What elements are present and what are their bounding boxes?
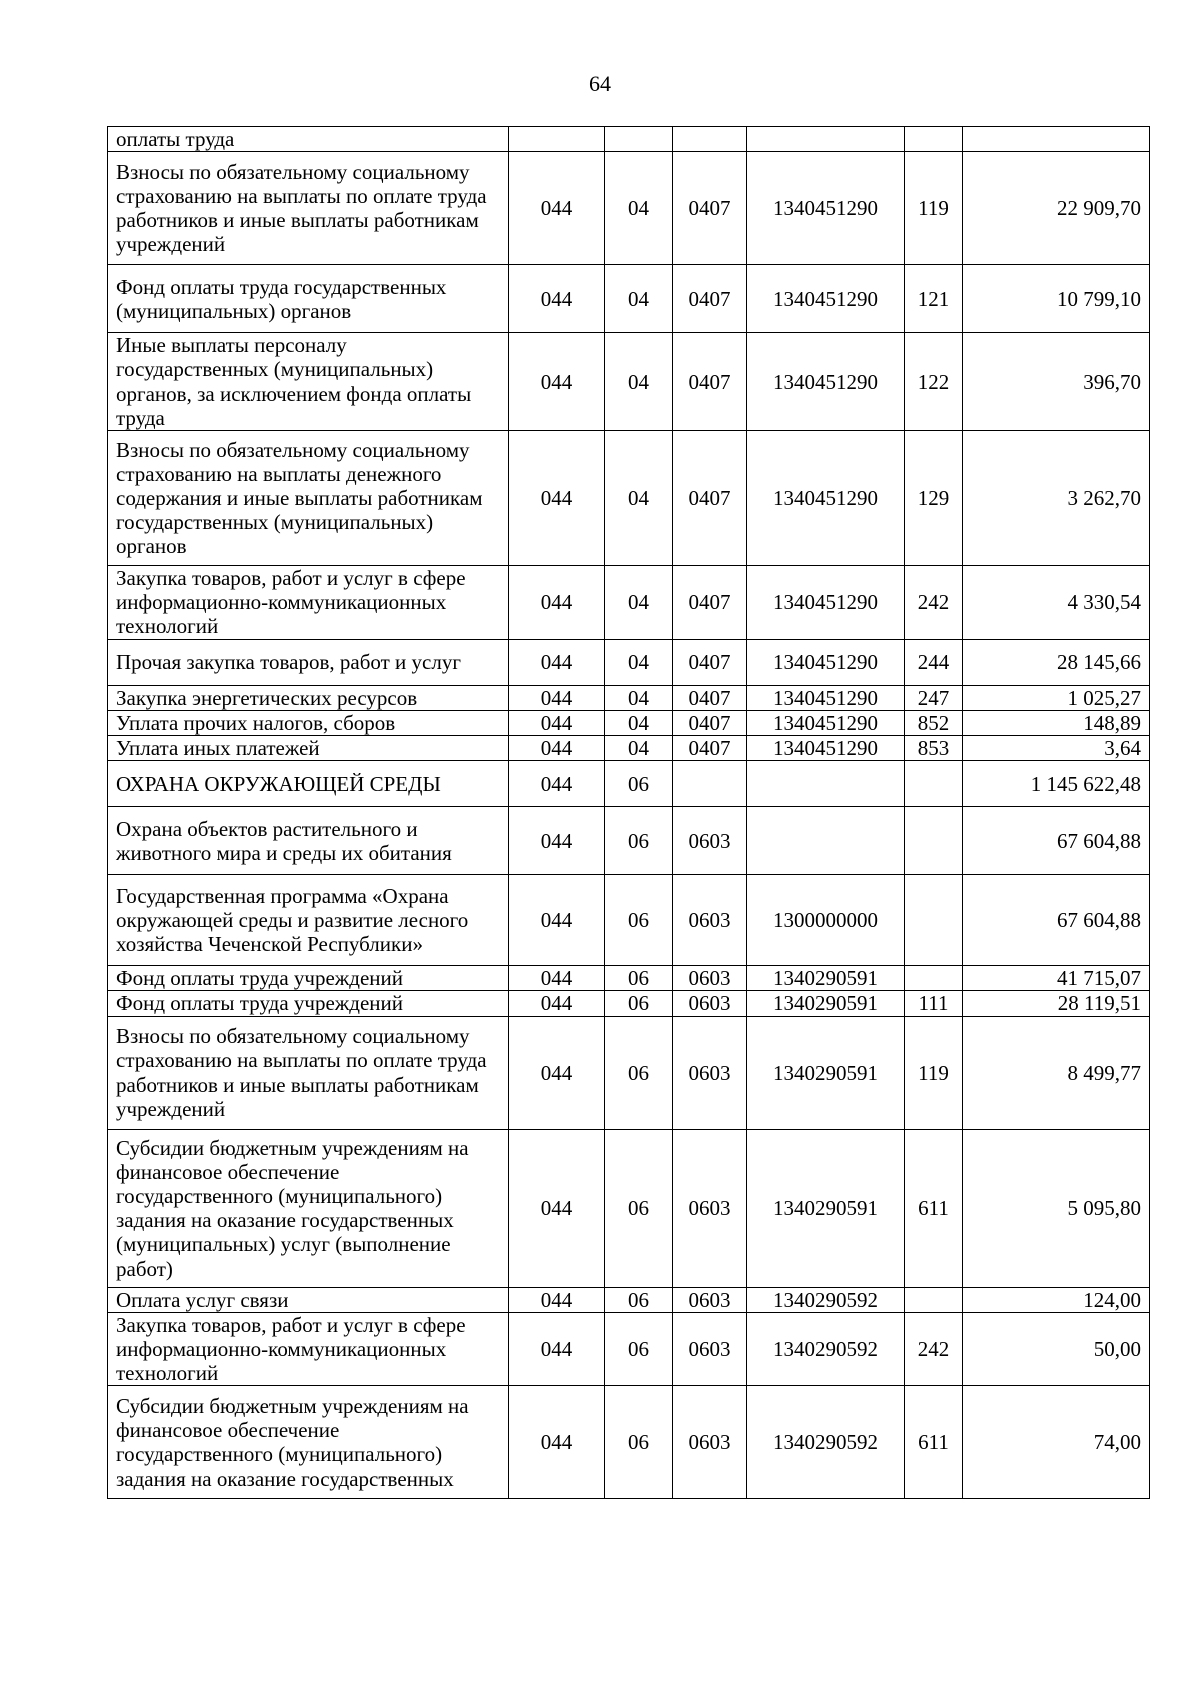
table-row [108, 1386, 1150, 1499]
table-row [108, 875, 1150, 966]
target-article-cell: 1340451290 [747, 152, 905, 265]
department-code-cell: 044 [509, 991, 605, 1016]
expense-name-cell: Иные выплаты персоналу государственных (муниципальных) органов, за исключением фонда оплаты труда [108, 333, 509, 431]
budget-table [107, 126, 1150, 1499]
subsection-code-cell: 0407 [673, 710, 747, 735]
expense-name-cell: Взносы по обязательному социальному страхованию на выплаты по оплате труда работников и иные выплаты работникам учреждений [108, 152, 509, 265]
section-code-cell: 06 [605, 1129, 673, 1287]
section-code-cell: 06 [605, 966, 673, 991]
expense-type-cell: 129 [905, 431, 963, 566]
expense-type-cell: 244 [905, 639, 963, 685]
amount-cell: 28 119,51 [963, 991, 1150, 1016]
expense-name-cell: Уплата иных платежей [108, 736, 509, 761]
table-row [108, 265, 1150, 333]
expense-type-cell: 611 [905, 1129, 963, 1287]
table-row [108, 1016, 1150, 1129]
department-code-cell: 044 [509, 431, 605, 566]
section-code-cell: 04 [605, 685, 673, 710]
department-code-cell: 044 [509, 761, 605, 807]
subsection-code-cell: 0603 [673, 1312, 747, 1386]
table-row [108, 736, 1150, 761]
expense-type-cell: 242 [905, 566, 963, 640]
section-code-cell: 06 [605, 1312, 673, 1386]
expense-type-cell [905, 127, 963, 152]
department-code-cell: 044 [509, 685, 605, 710]
expense-name-cell: ОХРАНА ОКРУЖАЮЩЕЙ СРЕДЫ [108, 761, 509, 807]
expense-type-cell [905, 761, 963, 807]
subsection-code-cell: 0407 [673, 639, 747, 685]
subsection-code-cell: 0407 [673, 736, 747, 761]
amount-cell: 1 145 622,48 [963, 761, 1150, 807]
target-article-cell: 1340451290 [747, 736, 905, 761]
subsection-code-cell: 0603 [673, 966, 747, 991]
page-number: 64 [589, 71, 611, 96]
target-article-cell [747, 127, 905, 152]
department-code-cell: 044 [509, 1312, 605, 1386]
amount-cell: 41 715,07 [963, 966, 1150, 991]
expense-name-cell: Государственная программа «Охрана окружающей среды и развитие лесного хозяйства Чеченской Республики» [108, 875, 509, 966]
amount-cell: 124,00 [963, 1287, 1150, 1312]
amount-cell: 67 604,88 [963, 875, 1150, 966]
section-code-cell: 06 [605, 991, 673, 1016]
table-row [108, 127, 1150, 152]
subsection-code-cell: 0603 [673, 875, 747, 966]
amount-cell: 28 145,66 [963, 639, 1150, 685]
subsection-code-cell: 0603 [673, 1129, 747, 1287]
department-code-cell: 044 [509, 333, 605, 431]
expense-name-cell: Взносы по обязательному социальному страхованию на выплаты по оплате труда работников и иные выплаты работникам учреждений [108, 1016, 509, 1129]
expense-type-cell: 111 [905, 991, 963, 1016]
table-row [108, 431, 1150, 566]
expense-name-cell: Закупка товаров, работ и услуг в сфере информационно-коммуникационных технологий [108, 1312, 509, 1386]
target-article-cell: 1340290591 [747, 966, 905, 991]
target-article-cell: 1300000000 [747, 875, 905, 966]
department-code-cell [509, 127, 605, 152]
department-code-cell: 044 [509, 1287, 605, 1312]
expense-type-cell [905, 875, 963, 966]
subsection-code-cell: 0603 [673, 1016, 747, 1129]
table-row [108, 991, 1150, 1016]
section-code-cell: 04 [605, 152, 673, 265]
amount-cell: 10 799,10 [963, 265, 1150, 333]
table-row [108, 761, 1150, 807]
subsection-code-cell: 0603 [673, 807, 747, 875]
department-code-cell: 044 [509, 966, 605, 991]
expense-name-cell: Субсидии бюджетным учреждениям на финансовое обеспечение государственного (муниципального) задания на оказание государственных [108, 1386, 509, 1499]
target-article-cell: 1340290591 [747, 991, 905, 1016]
target-article-cell: 1340451290 [747, 566, 905, 640]
section-code-cell: 04 [605, 710, 673, 735]
section-code-cell: 04 [605, 566, 673, 640]
target-article-cell: 1340290592 [747, 1287, 905, 1312]
subsection-code-cell: 0407 [673, 265, 747, 333]
section-code-cell: 04 [605, 333, 673, 431]
subsection-code-cell: 0407 [673, 333, 747, 431]
table-row [108, 1287, 1150, 1312]
section-code-cell: 04 [605, 431, 673, 566]
expense-name-cell: Прочая закупка товаров, работ и услуг [108, 639, 509, 685]
amount-cell: 148,89 [963, 710, 1150, 735]
department-code-cell: 044 [509, 1386, 605, 1499]
department-code-cell: 044 [509, 265, 605, 333]
target-article-cell: 1340451290 [747, 431, 905, 566]
table-row [108, 807, 1150, 875]
department-code-cell: 044 [509, 736, 605, 761]
section-code-cell: 06 [605, 875, 673, 966]
amount-cell: 396,70 [963, 333, 1150, 431]
section-code-cell: 06 [605, 1287, 673, 1312]
table-row [108, 639, 1150, 685]
expense-name-cell: Оплата услуг связи [108, 1287, 509, 1312]
section-code-cell: 04 [605, 639, 673, 685]
amount-cell: 22 909,70 [963, 152, 1150, 265]
target-article-cell [747, 807, 905, 875]
amount-cell: 67 604,88 [963, 807, 1150, 875]
amount-cell: 74,00 [963, 1386, 1150, 1499]
target-article-cell: 1340290591 [747, 1016, 905, 1129]
subsection-code-cell: 0407 [673, 685, 747, 710]
department-code-cell: 044 [509, 1016, 605, 1129]
expense-type-cell [905, 1287, 963, 1312]
department-code-cell: 044 [509, 566, 605, 640]
table-row [108, 966, 1150, 991]
expense-type-cell: 122 [905, 333, 963, 431]
department-code-cell: 044 [509, 639, 605, 685]
table-row [108, 1129, 1150, 1287]
table-row [108, 710, 1150, 735]
expense-type-cell: 853 [905, 736, 963, 761]
section-code-cell: 04 [605, 265, 673, 333]
expense-name-cell: Фонд оплаты труда учреждений [108, 991, 509, 1016]
subsection-code-cell [673, 761, 747, 807]
subsection-code-cell: 0407 [673, 152, 747, 265]
expense-type-cell: 121 [905, 265, 963, 333]
amount-cell: 3 262,70 [963, 431, 1150, 566]
section-code-cell [605, 127, 673, 152]
expense-name-cell: оплаты труда [108, 127, 509, 152]
expense-type-cell: 119 [905, 1016, 963, 1129]
expense-name-cell: Закупка энергетических ресурсов [108, 685, 509, 710]
expense-type-cell: 611 [905, 1386, 963, 1499]
amount-cell: 5 095,80 [963, 1129, 1150, 1287]
subsection-code-cell: 0603 [673, 991, 747, 1016]
section-code-cell: 06 [605, 761, 673, 807]
expense-type-cell: 242 [905, 1312, 963, 1386]
department-code-cell: 044 [509, 710, 605, 735]
amount-cell: 50,00 [963, 1312, 1150, 1386]
amount-cell: 3,64 [963, 736, 1150, 761]
target-article-cell [747, 761, 905, 807]
target-article-cell: 1340290592 [747, 1386, 905, 1499]
subsection-code-cell: 0603 [673, 1287, 747, 1312]
table-row [108, 566, 1150, 640]
expense-name-cell: Субсидии бюджетным учреждениям на финансовое обеспечение государственного (муниципального) задания на оказание государственных (муниципальных) услуг (выполнение работ) [108, 1129, 509, 1287]
subsection-code-cell [673, 127, 747, 152]
amount-cell: 4 330,54 [963, 566, 1150, 640]
table-row [108, 685, 1150, 710]
department-code-cell: 044 [509, 152, 605, 265]
amount-cell [963, 127, 1150, 152]
expense-name-cell: Уплата прочих налогов, сборов [108, 710, 509, 735]
amount-cell: 8 499,77 [963, 1016, 1150, 1129]
expense-type-cell [905, 807, 963, 875]
subsection-code-cell: 0407 [673, 566, 747, 640]
section-code-cell: 06 [605, 807, 673, 875]
table-row [108, 152, 1150, 265]
section-code-cell: 06 [605, 1386, 673, 1499]
target-article-cell: 1340451290 [747, 710, 905, 735]
expense-type-cell: 852 [905, 710, 963, 735]
expense-type-cell: 119 [905, 152, 963, 265]
table-row [108, 1312, 1150, 1386]
expense-name-cell: Фонд оплаты труда государственных (муниципальных) органов [108, 265, 509, 333]
subsection-code-cell: 0603 [673, 1386, 747, 1499]
expense-type-cell: 247 [905, 685, 963, 710]
department-code-cell: 044 [509, 1129, 605, 1287]
target-article-cell: 1340290592 [747, 1312, 905, 1386]
section-code-cell: 04 [605, 736, 673, 761]
target-article-cell: 1340290591 [747, 1129, 905, 1287]
subsection-code-cell: 0407 [673, 431, 747, 566]
expense-name-cell: Охрана объектов растительного и животного мира и среды их обитания [108, 807, 509, 875]
table-row [108, 333, 1150, 431]
expense-name-cell: Взносы по обязательному социальному страхованию на выплаты денежного содержания и иные выплаты работникам государственных (муниципальных) органов [108, 431, 509, 566]
department-code-cell: 044 [509, 875, 605, 966]
target-article-cell: 1340451290 [747, 333, 905, 431]
section-code-cell: 06 [605, 1016, 673, 1129]
target-article-cell: 1340451290 [747, 639, 905, 685]
target-article-cell: 1340451290 [747, 265, 905, 333]
budget-table-body [108, 127, 1150, 1499]
amount-cell: 1 025,27 [963, 685, 1150, 710]
expense-name-cell: Закупка товаров, работ и услуг в сфере информационно-коммуникационных технологий [108, 566, 509, 640]
expense-type-cell [905, 966, 963, 991]
expense-name-cell: Фонд оплаты труда учреждений [108, 966, 509, 991]
department-code-cell: 044 [509, 807, 605, 875]
target-article-cell: 1340451290 [747, 685, 905, 710]
